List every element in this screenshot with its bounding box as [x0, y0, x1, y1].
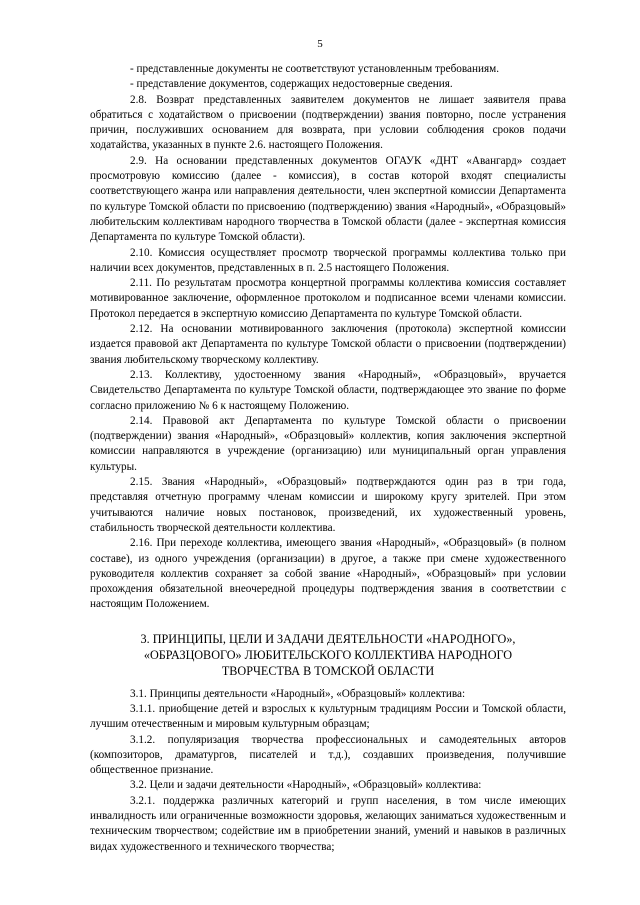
paragraph-2-10: 2.10. Комиссия осуществляет просмотр творческой программы коллектива только при наличии всех документов, представленных в п. 2.5 настоящего Положения. — [90, 246, 566, 274]
paragraph-3-1-1: 3.1.1. приобщение детей и взрослых к культурным традициям России и Томской области, лучшим отечественным и мировым культурным образцам; — [90, 702, 566, 731]
paragraph-3-2: 3.2. Цели и задачи деятельности «Народный», «Образцовый» коллектива: — [130, 779, 482, 792]
document-body — [90, 62, 566, 855]
paragraph-dash-2: - представление документов, содержащих недостоверные сведения. — [130, 78, 453, 91]
section-heading-line-2: «ОБРАЗЦОВОГО» ЛЮБИТЕЛЬСКОГО КОЛЛЕКТИВА НАРОДНОГО — [143, 647, 513, 662]
paragraph-2-12: 2.12. На основании мотивированного заключения (протокола) экспертной комиссии издается правовой акт Департамента по культуре Томской области о присвоении (подтверждении) звания любительскому творческому коллективу. — [90, 323, 566, 366]
paragraph-2-13: 2.13. Коллективу, удостоенному звания «Народный», «Образцовый», вручается Свидетельство Департамента по культуре Томской области, подтверждающее это звание по форме согласно приложению № 6 к настоящему Положению. — [90, 368, 566, 412]
section-heading-line-3: ТВОРЧЕСТВА В ТОМСКОЙ ОБЛАСТИ — [221, 663, 435, 678]
paragraph-dash-1: - представленные документы не соответствуют установленным требованиям. — [130, 63, 499, 75]
paragraph-2-9: 2.9. На основании представленных документов ОГАУК «ДНТ «Авангард» создает просмотровую комиссию (далее - комиссия), в состав которой входят специалисты соответствующего жанра или направления деятельности, член экспертной комиссии Департамента по культуре Томской области по присвоению (подтверждению) звания «Народный», «Образцовый» любительским коллективам народного творчества в Томской области (далее - экспертная комиссия Департамента по культуре Томской области). — [90, 154, 566, 244]
section-heading-line-1: 3. ПРИНЦИПЫ, ЦЕЛИ И ЗАДАЧИ ДЕЯТЕЛЬНОСТИ «НАРОДНОГО», — [140, 631, 516, 646]
paragraph-2-11: 2.11. По результатам просмотра концертной программы коллектива комиссия составляет мотивированное заключение, оформленное протоколом и подписанное всеми членами комиссии. Протокол передается в экспертную комиссию Департамента по культуре Томской области. — [90, 277, 566, 320]
paragraph-3-1: 3.1. Принципы деятельности «Народный», «Образцовый» коллектива: — [130, 687, 466, 700]
paragraph-2-8: 2.8. Возврат представленных заявителем документов не лишает заявителя права обратиться с ходатайством о присвоении (подтверждении) звания повторно, после устранения причин, послуживших основанием для возврата, при условии соблюдения сроков подачи ходатайства, указанных в пункте 2.6. настоящего Положения. — [90, 93, 566, 152]
section-heading — [90, 631, 566, 679]
paragraph-2-16: 2.16. При переходе коллектива, имеющего звания «Народный», «Образцовый» (в полном составе), из одного учреждения (организации) в другое, а также при смене художественного руководителя коллектив сохраняет за собой звание «Народный», «Образцовый» при условии прохождения обязательной внеочередной процедуры подтверждения звания в соответствии с настоящим Положением. — [90, 537, 566, 611]
paragraph-3-1-2: 3.1.2. популяризация творчества профессиональных и самодеятельных авторов (композиторов, драматургов, писателей и т.д.), создавших произведения, получившие общественное признание. — [90, 733, 566, 777]
page-number: 5 — [317, 38, 323, 50]
paragraph-3-2-1: 3.2.1. поддержка различных категорий и групп населения, в том числе имеющих инвалидность или ограниченные возможности здоровья, желающих заниматься художественным и техническим творчеством; содействие им в приобретении знаний, умений и навыков в различных видах художественного и технического творчества; — [90, 794, 566, 853]
paragraph-2-14: 2.14. Правовой акт Департамента по культуре Томской области о присвоении (подтверждении) звания «Народный», «Образцовый» коллектив, копия заключения экспертной комиссии направляются в учреждение (организацию) или муниципальный орган управления культуры. — [90, 414, 566, 473]
paragraph-2-15: 2.15. Звания «Народный», «Образцовый» подтверждаются один раз в три года, представляя отчетную программу членам комиссии и широкому кругу зрителей. При этом учитываются наличие новых постановок, произведений, их художественный уровень, стабильность творческой деятельности коллектива. — [90, 476, 566, 534]
